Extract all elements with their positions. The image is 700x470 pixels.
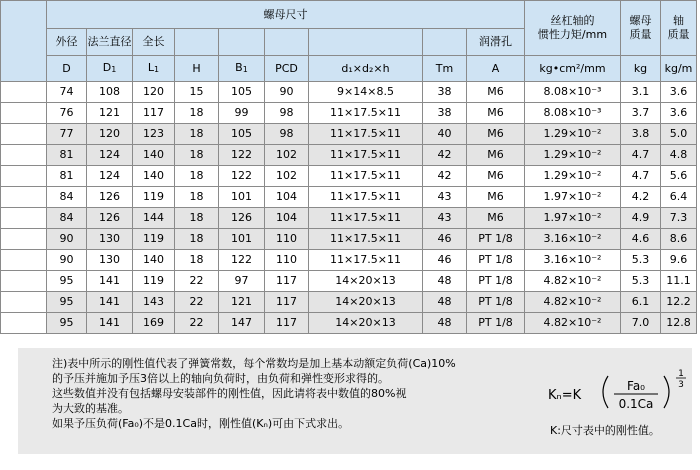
cell-nut-mass: 4.7	[621, 166, 661, 187]
cell-shaft-mass: 4.8	[661, 145, 697, 166]
cell-a: M6	[467, 166, 525, 187]
col-sym-a: A	[467, 56, 525, 82]
cell-inertia: 8.08×10⁻³	[525, 82, 621, 103]
nut-mass-header: 螺母 质量	[621, 1, 661, 56]
col-name-overall-length: 全长	[133, 29, 175, 56]
cell-shaft-mass: 12.2	[661, 292, 697, 313]
cell-shaft-mass: 5.0	[661, 124, 697, 145]
table-row	[1, 166, 697, 187]
table-row	[1, 250, 697, 271]
cell-inertia: 4.82×10⁻²	[525, 313, 621, 334]
cell-b1: 105	[219, 82, 265, 103]
cell-bolt: 11×17.5×11	[309, 124, 423, 145]
cell-inertia: 1.29×10⁻²	[525, 124, 621, 145]
cell-a: M6	[467, 145, 525, 166]
cell-d: 81	[47, 166, 87, 187]
cell-b1: 122	[219, 250, 265, 271]
table-row	[1, 208, 697, 229]
cell-shaft-mass: 12.8	[661, 313, 697, 334]
cell-d1: 124	[87, 145, 133, 166]
cell-shaft-mass: 5.6	[661, 166, 697, 187]
col-name-b1	[219, 29, 265, 56]
row-blank-cell	[1, 145, 47, 166]
col-name-h	[175, 29, 219, 56]
cell-a: M6	[467, 187, 525, 208]
col-sym-l1: L1	[133, 56, 175, 82]
table-row	[1, 124, 697, 145]
cell-l1: 169	[133, 313, 175, 334]
table-row	[1, 103, 697, 124]
cell-nut-mass: 7.0	[621, 313, 661, 334]
cell-a: PT 1/8	[467, 271, 525, 292]
cell-a: PT 1/8	[467, 292, 525, 313]
cell-nut-mass: 5.3	[621, 250, 661, 271]
cell-l1: 140	[133, 250, 175, 271]
shaft-mass-header: 轴 质量	[661, 1, 697, 56]
col-sym-b1: B1	[219, 56, 265, 82]
cell-shaft-mass: 7.3	[661, 208, 697, 229]
cell-d: 95	[47, 292, 87, 313]
row-blank-cell	[1, 208, 47, 229]
cell-tm: 38	[423, 82, 467, 103]
cell-nut-mass: 3.1	[621, 82, 661, 103]
table-row	[1, 82, 697, 103]
cell-d: 90	[47, 250, 87, 271]
row-blank-cell	[1, 166, 47, 187]
col-name-tm	[423, 29, 467, 56]
col-name-bolt	[309, 29, 423, 56]
table-row	[1, 187, 697, 208]
cell-inertia: 3.16×10⁻²	[525, 229, 621, 250]
row-blank-cell	[1, 229, 47, 250]
cell-d1: 126	[87, 208, 133, 229]
cell-pcd: 90	[265, 82, 309, 103]
cell-shaft-mass: 3.6	[661, 103, 697, 124]
cell-b1: 122	[219, 166, 265, 187]
row-blank-cell	[1, 103, 47, 124]
cell-l1: 119	[133, 271, 175, 292]
cell-bolt: 14×20×13	[309, 292, 423, 313]
cell-tm: 48	[423, 271, 467, 292]
table-row	[1, 271, 697, 292]
cell-bolt: 14×20×13	[309, 271, 423, 292]
cell-d1: 124	[87, 166, 133, 187]
cell-d1: 141	[87, 292, 133, 313]
cell-d1: 121	[87, 103, 133, 124]
cell-l1: 117	[133, 103, 175, 124]
cell-bolt: 11×17.5×11	[309, 145, 423, 166]
cell-pcd: 110	[265, 250, 309, 271]
cell-pcd: 117	[265, 271, 309, 292]
cell-d: 84	[47, 208, 87, 229]
col-sym-pcd: PCD	[265, 56, 309, 82]
formula-note: K:尺寸表中的刚性值。	[550, 424, 660, 437]
cell-nut-mass: 3.7	[621, 103, 661, 124]
cell-inertia: 1.29×10⁻²	[525, 145, 621, 166]
col-sym-d1: D1	[87, 56, 133, 82]
cell-h: 18	[175, 250, 219, 271]
cell-shaft-mass: 6.4	[661, 187, 697, 208]
col-sym-tm: Tm	[423, 56, 467, 82]
formula-exp-num: 1	[678, 369, 684, 379]
cell-l1: 140	[133, 166, 175, 187]
cell-l1: 144	[133, 208, 175, 229]
cell-tm: 48	[423, 292, 467, 313]
cell-a: PT 1/8	[467, 229, 525, 250]
cell-pcd: 117	[265, 313, 309, 334]
cell-l1: 120	[133, 82, 175, 103]
note-line: 的予压并施加予压3倍以上的轴向负荷时，由负荷和弹性变形求得的。	[52, 372, 389, 385]
formula-exp-den: 3	[678, 380, 684, 390]
cell-a: PT 1/8	[467, 250, 525, 271]
notes-panel	[18, 348, 692, 454]
cell-bolt: 11×17.5×11	[309, 187, 423, 208]
cell-h: 22	[175, 313, 219, 334]
note-line: 为大致的基准。	[52, 402, 129, 415]
cell-d1: 141	[87, 271, 133, 292]
cell-tm: 48	[423, 313, 467, 334]
table-row	[1, 145, 697, 166]
cell-l1: 123	[133, 124, 175, 145]
cell-h: 18	[175, 145, 219, 166]
cell-h: 22	[175, 271, 219, 292]
cell-shaft-mass: 11.1	[661, 271, 697, 292]
note-line: 这些数值并没有包括螺母安装部件的刚性值，因此请将表中数值的80%视	[52, 387, 407, 400]
row-blank-cell	[1, 250, 47, 271]
cell-shaft-mass: 3.6	[661, 82, 697, 103]
cell-pcd: 102	[265, 166, 309, 187]
cell-nut-mass: 5.3	[621, 271, 661, 292]
cell-a: M6	[467, 82, 525, 103]
cell-nut-mass: 4.2	[621, 187, 661, 208]
cell-bolt: 11×17.5×11	[309, 250, 423, 271]
cell-inertia: 4.82×10⁻²	[525, 292, 621, 313]
nut-dims-header: 螺母尺寸	[47, 1, 525, 29]
table-row	[1, 313, 697, 334]
cell-bolt: 11×17.5×11	[309, 166, 423, 187]
cell-bolt: 14×20×13	[309, 313, 423, 334]
left-blank-header	[1, 1, 47, 82]
cell-h: 18	[175, 208, 219, 229]
cell-d: 95	[47, 271, 87, 292]
cell-pcd: 98	[265, 124, 309, 145]
cell-a: PT 1/8	[467, 313, 525, 334]
cell-nut-mass: 4.9	[621, 208, 661, 229]
shaft-mass-unit: kg/m	[661, 56, 697, 82]
cell-h: 18	[175, 103, 219, 124]
formula-graphic	[548, 368, 698, 418]
cell-nut-mass: 3.8	[621, 124, 661, 145]
cell-a: M6	[467, 103, 525, 124]
note-line: 如果予压负荷(Fa₀)不是0.1Ca时，刚性值(Kₙ)可由下式求出。	[52, 417, 350, 430]
cell-h: 22	[175, 292, 219, 313]
cell-a: M6	[467, 124, 525, 145]
formula-denominator: 0.1Ca	[618, 397, 654, 411]
cell-b1: 121	[219, 292, 265, 313]
formula-left-paren	[603, 376, 608, 408]
cell-nut-mass: 4.7	[621, 145, 661, 166]
nut-mass-unit: kg	[621, 56, 661, 82]
cell-b1: 122	[219, 145, 265, 166]
cell-bolt: 11×17.5×11	[309, 229, 423, 250]
cell-a: M6	[467, 208, 525, 229]
cell-tm: 46	[423, 250, 467, 271]
cell-inertia: 1.29×10⁻²	[525, 166, 621, 187]
inertia-unit: kg•cm²/mm	[525, 56, 621, 82]
cell-d: 74	[47, 82, 87, 103]
cell-nut-mass: 6.1	[621, 292, 661, 313]
cell-d: 84	[47, 187, 87, 208]
cell-tm: 46	[423, 229, 467, 250]
cell-d1: 141	[87, 313, 133, 334]
table-row	[1, 292, 697, 313]
cell-pcd: 102	[265, 145, 309, 166]
cell-b1: 105	[219, 124, 265, 145]
cell-h: 18	[175, 229, 219, 250]
cell-tm: 43	[423, 208, 467, 229]
row-blank-cell	[1, 313, 47, 334]
col-name-outer-diameter: 外径	[47, 29, 87, 56]
col-sym-d: D	[47, 56, 87, 82]
cell-b1: 101	[219, 229, 265, 250]
cell-tm: 42	[423, 166, 467, 187]
cell-b1: 147	[219, 313, 265, 334]
cell-b1: 97	[219, 271, 265, 292]
cell-d1: 130	[87, 229, 133, 250]
col-name-lube-hole: 润滑孔	[467, 29, 525, 56]
cell-shaft-mass: 8.6	[661, 229, 697, 250]
cell-bolt: 11×17.5×11	[309, 103, 423, 124]
formula-right-paren	[664, 376, 669, 408]
cell-pcd: 98	[265, 103, 309, 124]
cell-b1: 126	[219, 208, 265, 229]
cell-h: 18	[175, 124, 219, 145]
cell-tm: 42	[423, 145, 467, 166]
cell-pcd: 110	[265, 229, 309, 250]
cell-d: 76	[47, 103, 87, 124]
cell-l1: 119	[133, 229, 175, 250]
cell-l1: 119	[133, 187, 175, 208]
row-blank-cell	[1, 187, 47, 208]
cell-tm: 43	[423, 187, 467, 208]
cell-shaft-mass: 9.6	[661, 250, 697, 271]
spec-table-body	[1, 82, 697, 334]
cell-inertia: 1.97×10⁻²	[525, 187, 621, 208]
cell-d: 77	[47, 124, 87, 145]
formula-lhs: Kₙ=K	[548, 388, 582, 403]
cell-d: 95	[47, 313, 87, 334]
cell-inertia: 4.82×10⁻²	[525, 271, 621, 292]
formula-numerator: Fa₀	[627, 379, 645, 393]
col-sym-h: H	[175, 56, 219, 82]
cell-d1: 126	[87, 187, 133, 208]
table-row	[1, 229, 697, 250]
cell-inertia: 3.16×10⁻²	[525, 250, 621, 271]
row-blank-cell	[1, 82, 47, 103]
stiffness-formula	[548, 368, 698, 418]
cell-b1: 99	[219, 103, 265, 124]
cell-d1: 130	[87, 250, 133, 271]
cell-pcd: 104	[265, 208, 309, 229]
cell-d: 90	[47, 229, 87, 250]
cell-inertia: 1.97×10⁻²	[525, 208, 621, 229]
row-blank-cell	[1, 124, 47, 145]
col-sym-bolt: d₁×d₂×h	[309, 56, 423, 82]
cell-h: 15	[175, 82, 219, 103]
cell-bolt: 9×14×8.5	[309, 82, 423, 103]
cell-l1: 140	[133, 145, 175, 166]
notes-text	[52, 356, 522, 431]
inertia-header: 丝杠轴的 惯性力矩/mm	[525, 1, 621, 56]
row-blank-cell	[1, 292, 47, 313]
cell-h: 18	[175, 187, 219, 208]
col-name-pcd	[265, 29, 309, 56]
cell-b1: 101	[219, 187, 265, 208]
cell-d1: 120	[87, 124, 133, 145]
cell-tm: 40	[423, 124, 467, 145]
cell-l1: 143	[133, 292, 175, 313]
cell-d1: 108	[87, 82, 133, 103]
cell-pcd: 104	[265, 187, 309, 208]
note-line: 注)表中所示的刚性值代表了弹簧常数，每个常数均是加上基本动额定负荷(Ca)10%	[52, 357, 456, 370]
cell-pcd: 117	[265, 292, 309, 313]
cell-nut-mass: 4.6	[621, 229, 661, 250]
col-name-flange-diameter: 法兰直径	[87, 29, 133, 56]
cell-bolt: 11×17.5×11	[309, 208, 423, 229]
cell-d: 81	[47, 145, 87, 166]
cell-h: 18	[175, 166, 219, 187]
row-blank-cell	[1, 271, 47, 292]
cell-tm: 38	[423, 103, 467, 124]
cell-inertia: 8.08×10⁻³	[525, 103, 621, 124]
